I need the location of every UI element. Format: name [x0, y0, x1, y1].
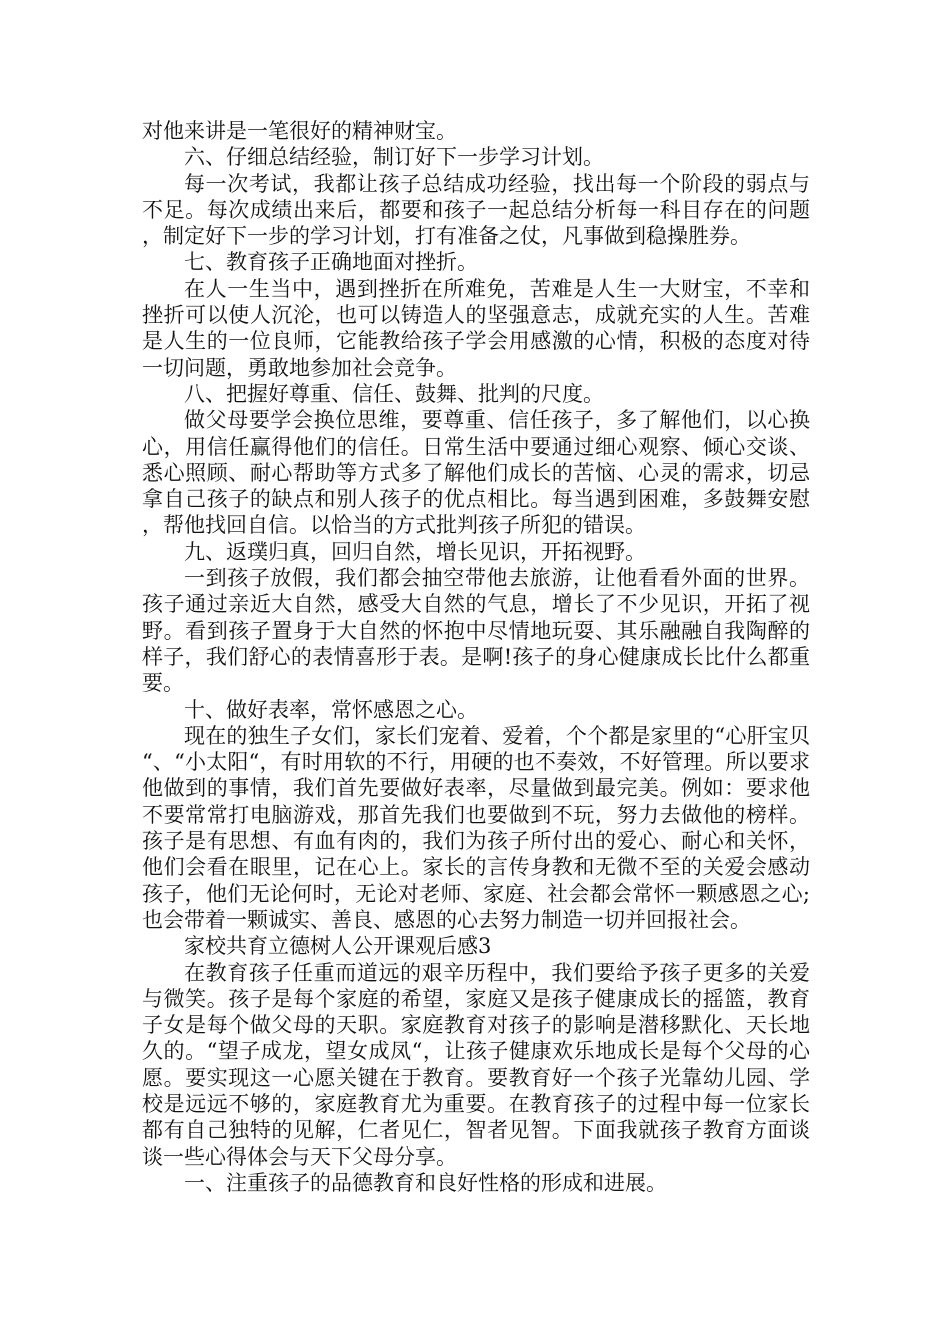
paragraph-set-example: 现在的独生子女们，家长们宠着、爱着，个个都是家里的“心肝宝贝“、“小太阳“，有时用软的不行，用硬的也不奏效，不好管理。所以要求他做到的事情，我们首先要做好表率，尽量做到最完美。例如：要求他不要常常打电脑游戏，那首先我们也要做到不玩，努力去做他的榜样。孩子是有思想、有血有肉的，我们为孩子所付出的爱心、耐心和关怀，他们会看在眼里，记在心上。家长的言传身教和无微不至的关爱会感动孩子，他们无论何时，无论对老师、家庭、社会都会常怀一颗感恩之心;也会带着一颗诚实、善良、感恩的心去努力制造一切并回报社会。: [142, 723, 810, 932]
heading-7-face-setbacks: 七、教育孩子正确地面对挫折。: [184, 250, 478, 275]
heading-1-moral-education: 一、注重孩子的品德教育和良好性格的形成和进展。: [184, 1170, 667, 1195]
paragraph-respect-trust: 做父母要学会换位思维，要尊重、信任孩子，多了解他们，以心换心，用信任赢得他们的信任。日常生活中要通过细心观察、倾心交谈、悉心照顾、耐心帮助等方式多了解他们成长的苦恼、心灵的需求，切忌拿自己孩子的缺点和别人孩子的优点相比。每当遇到困难，多鼓舞安慰，帮他找回自信。以恰当的方式批判孩子所犯的错误。: [142, 408, 810, 538]
paragraph-exam-summary: 每一次考试，我都让孩子总结成功经验，找出每一个阶段的弱点与不足。每次成绩出来后，都要和孩子一起总结分析每一科目存在的问题，制定好下一步的学习计划，打有准备之仗，凡事做到稳操胜券。: [142, 171, 810, 249]
heading-9-return-to-nature: 九、返璞归真，回归自然，增长见识，开拓视野。: [184, 539, 646, 564]
heading-10-set-example: 十、做好表率，常怀感恩之心。: [184, 697, 478, 722]
heading-8-respect-trust: 八、把握好尊重、信任、鼓舞、批判的尺度。: [184, 381, 604, 406]
document-body: [142, 118, 810, 1196]
section-title-review-3: 家校共育立德树人公开课观后感3: [184, 934, 492, 959]
paragraph-travel: 一到孩子放假，我们都会抽空带他去旅游，让他看看外面的世界。孩子通过亲近大自然，感受大自然的气息，增长了不少见识，开拓了视野。看到孩子置身于大自然的怀抱中尽情地玩耍、其乐融融自我陶醉的样子，我们舒心的表情喜形于表。是啊!孩子的身心健康成长比什么都重要。: [142, 566, 810, 696]
paragraph-setbacks: 在人一生当中，遇到挫折在所难免，苦难是人生一大财宝，不幸和挫折可以使人沉沦，也可以铸造人的坚强意志，成就充实的人生。苦难是人生的一位良师，它能教给孩子学会用感激的心情，积极的态度对待一切问题，勇敢地参加社会竞争。: [142, 276, 810, 380]
paragraph-1: 对他来讲是一笔很好的精神财宝。: [142, 119, 457, 143]
paragraph-review-3-intro: 在教育孩子任重而道远的艰辛历程中，我们要给予孩子更多的关爱与微笑。孩子是每个家庭的希望，家庭又是孩子健康成长的摇篮，教育子女是每个做父母的天职。家庭教育对孩子的影响是潜移默化、天长地久的。“望子成龙，望女成凤“，让孩子健康欢乐地成长是每个父母的心愿。要实现这一心愿关键在于教育。要教育好一个孩子光靠幼儿园、学校是远远不够的，家庭教育尤为重要。在教育孩子的过程中每一位家长都有自己独特的见解，仁者见仁，智者见智。下面我就孩子教育方面谈谈一些心得体会与天下父母分享。: [142, 960, 810, 1169]
heading-6-summarize-experience: 六、仔细总结经验，制订好下一步学习计划。: [184, 145, 604, 170]
